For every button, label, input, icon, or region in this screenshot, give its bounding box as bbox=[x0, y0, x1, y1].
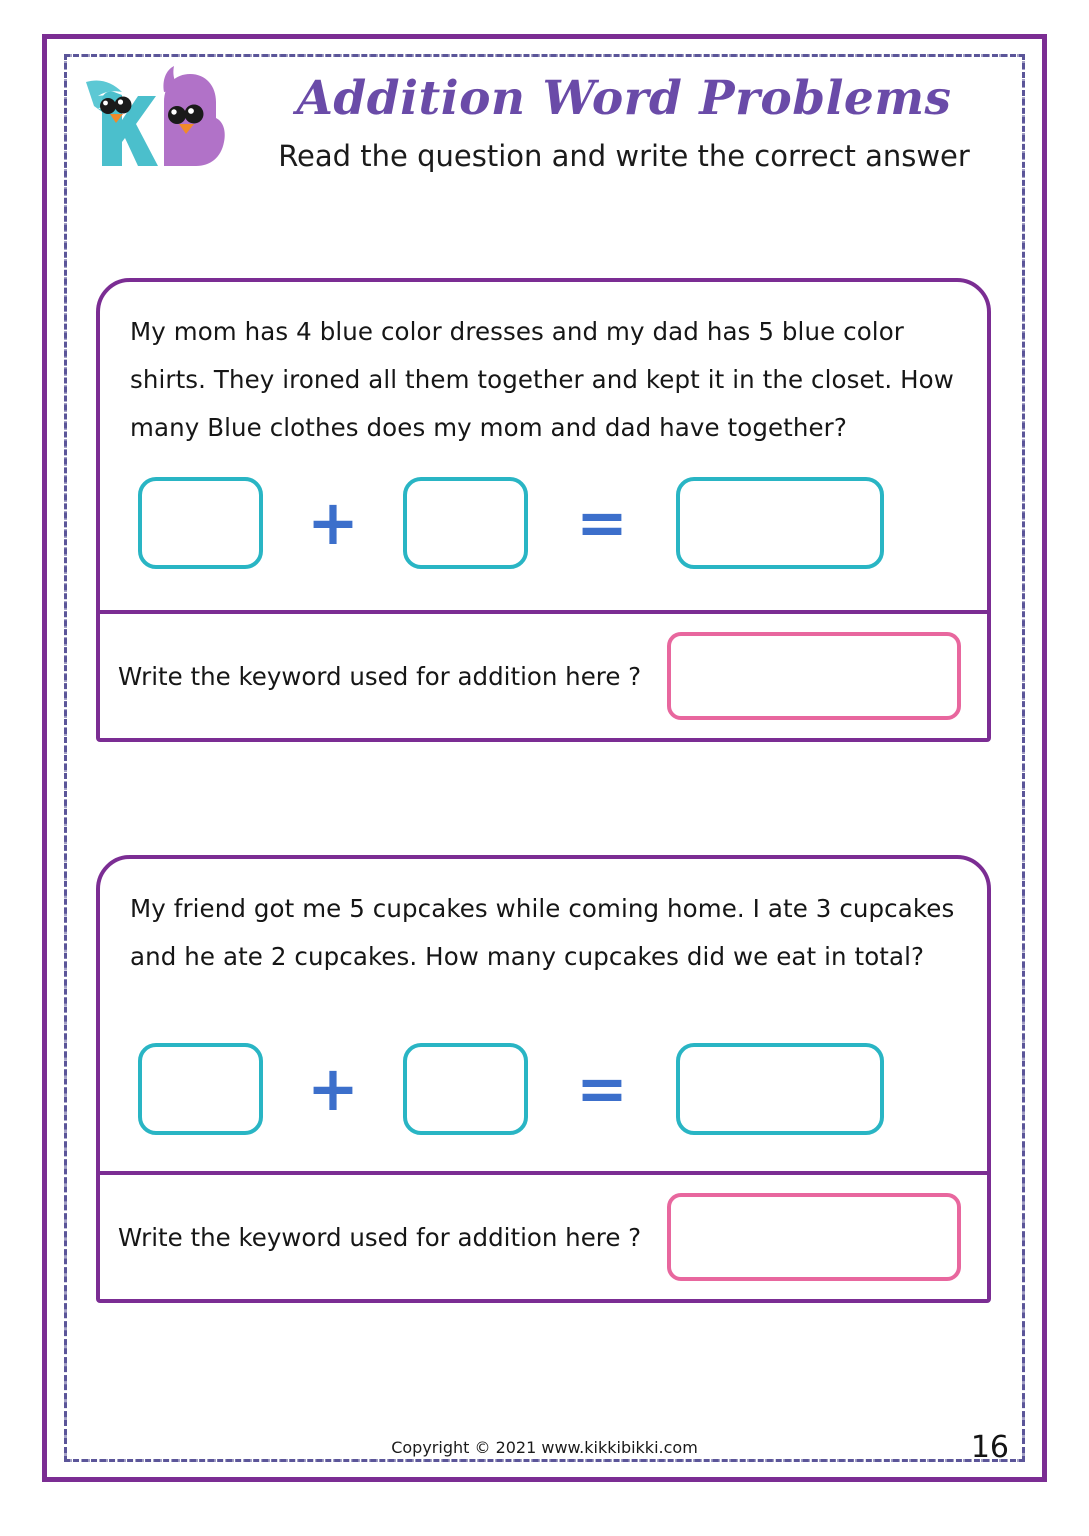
page-number: 16 bbox=[970, 1430, 1009, 1465]
result-input-1[interactable] bbox=[676, 477, 884, 569]
page-footer bbox=[64, 1430, 1025, 1474]
operand-b-input-2[interactable] bbox=[403, 1043, 528, 1135]
keyword-input-1[interactable] bbox=[667, 632, 961, 720]
keyword-row-2 bbox=[100, 1171, 987, 1299]
question-text-2: My friend got me 5 cupcakes while coming home. I ate 3 cupcakes and he ate 2 cupcakes. How many cupcakes did we eat in total? bbox=[130, 894, 955, 971]
page-subtitle: Read the question and write the correct answer bbox=[278, 138, 970, 173]
page-header bbox=[64, 54, 1025, 214]
title-block bbox=[239, 70, 1009, 174]
keyword-row-1 bbox=[100, 610, 987, 738]
operand-b-input-1[interactable] bbox=[403, 477, 528, 569]
keyword-prompt-2: Write the keyword used for addition here ? bbox=[118, 1222, 642, 1252]
keyword-prompt-1: Write the keyword used for addition here ? bbox=[118, 661, 642, 691]
problem-card-2 bbox=[96, 855, 991, 1303]
problem-card-1 bbox=[96, 278, 991, 742]
operand-a-input-2[interactable] bbox=[138, 1043, 263, 1135]
kikkibikki-logo-icon bbox=[78, 62, 228, 182]
copyright-text: Copyright © 2021 www.kikkibikki.com bbox=[391, 1438, 698, 1457]
result-input-2[interactable] bbox=[676, 1043, 884, 1135]
equals-icon-1: = bbox=[576, 486, 628, 560]
equation-row-1 bbox=[100, 477, 987, 569]
operand-a-input-1[interactable] bbox=[138, 477, 263, 569]
keyword-input-2[interactable] bbox=[667, 1193, 961, 1281]
page-title: Addition Word Problems bbox=[296, 71, 952, 126]
plus-icon-2: + bbox=[307, 1051, 359, 1125]
equation-row-2 bbox=[100, 1043, 987, 1135]
equals-icon-2: = bbox=[576, 1051, 628, 1125]
question-text-1: My mom has 4 blue color dresses and my dad has 5 blue color shirts. They ironed all them together and kept it in the closet. How many Blue clothes does my mom and dad have together? bbox=[130, 317, 954, 442]
plus-icon-1: + bbox=[307, 486, 359, 560]
